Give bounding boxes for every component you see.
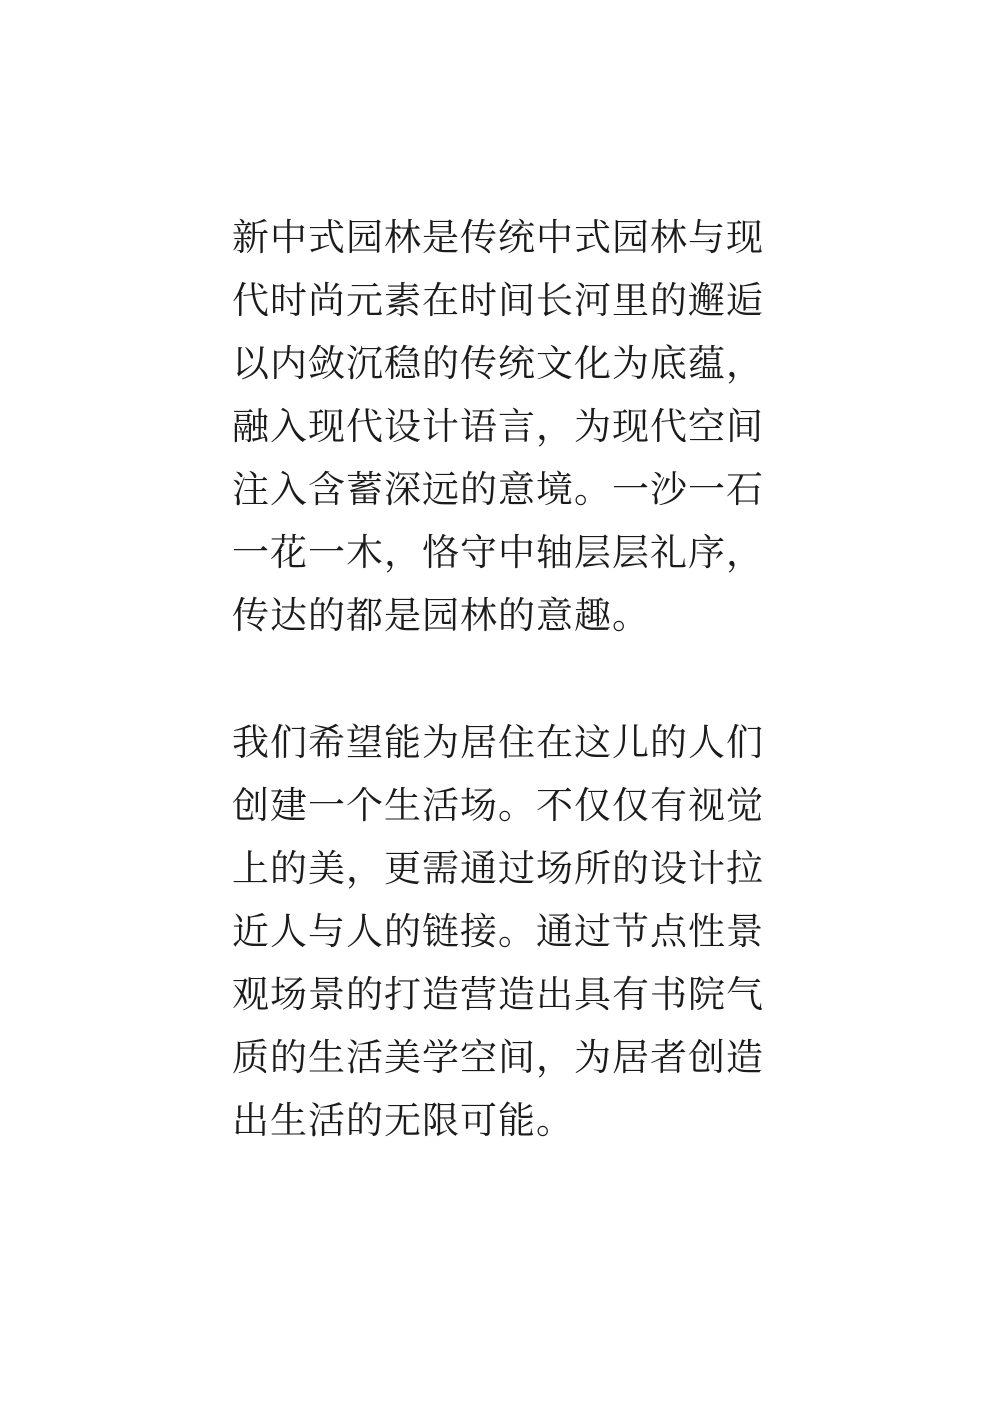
text-line: 质的生活美学空间，为居者创造: [232, 1036, 764, 1079]
text-line: 代时尚元素在时间长河里的邂逅: [232, 279, 764, 322]
text-line: 以内敛沉稳的传统文化为底蕴，: [232, 342, 764, 385]
text-line: 观场景的打造营造出具有书院气: [232, 973, 764, 1016]
text-line: 上的美，更需通过场所的设计拉: [232, 847, 764, 890]
text-line: 传达的都是园林的意趣。: [232, 594, 650, 637]
text-line: 近人与人的链接。通过节点性景: [232, 910, 764, 953]
text-line: 我们希望能为居住在这儿的人们: [232, 721, 764, 764]
text-line: 注入含蓄深远的意境。一沙一石: [232, 468, 764, 511]
text-line: 融入现代设计语言，为现代空间: [232, 405, 764, 448]
paragraph-garden-intro: [232, 212, 772, 653]
text-line: 一花一木，恪守中轴层层礼序，: [232, 531, 764, 574]
paragraph-living-vision: [232, 717, 772, 1158]
text-line: 新中式园林是传统中式园林与现: [232, 216, 764, 259]
text-line: 创建一个生活场。不仅仅有视觉: [232, 784, 764, 827]
text-line: 出生活的无限可能。: [232, 1099, 574, 1142]
